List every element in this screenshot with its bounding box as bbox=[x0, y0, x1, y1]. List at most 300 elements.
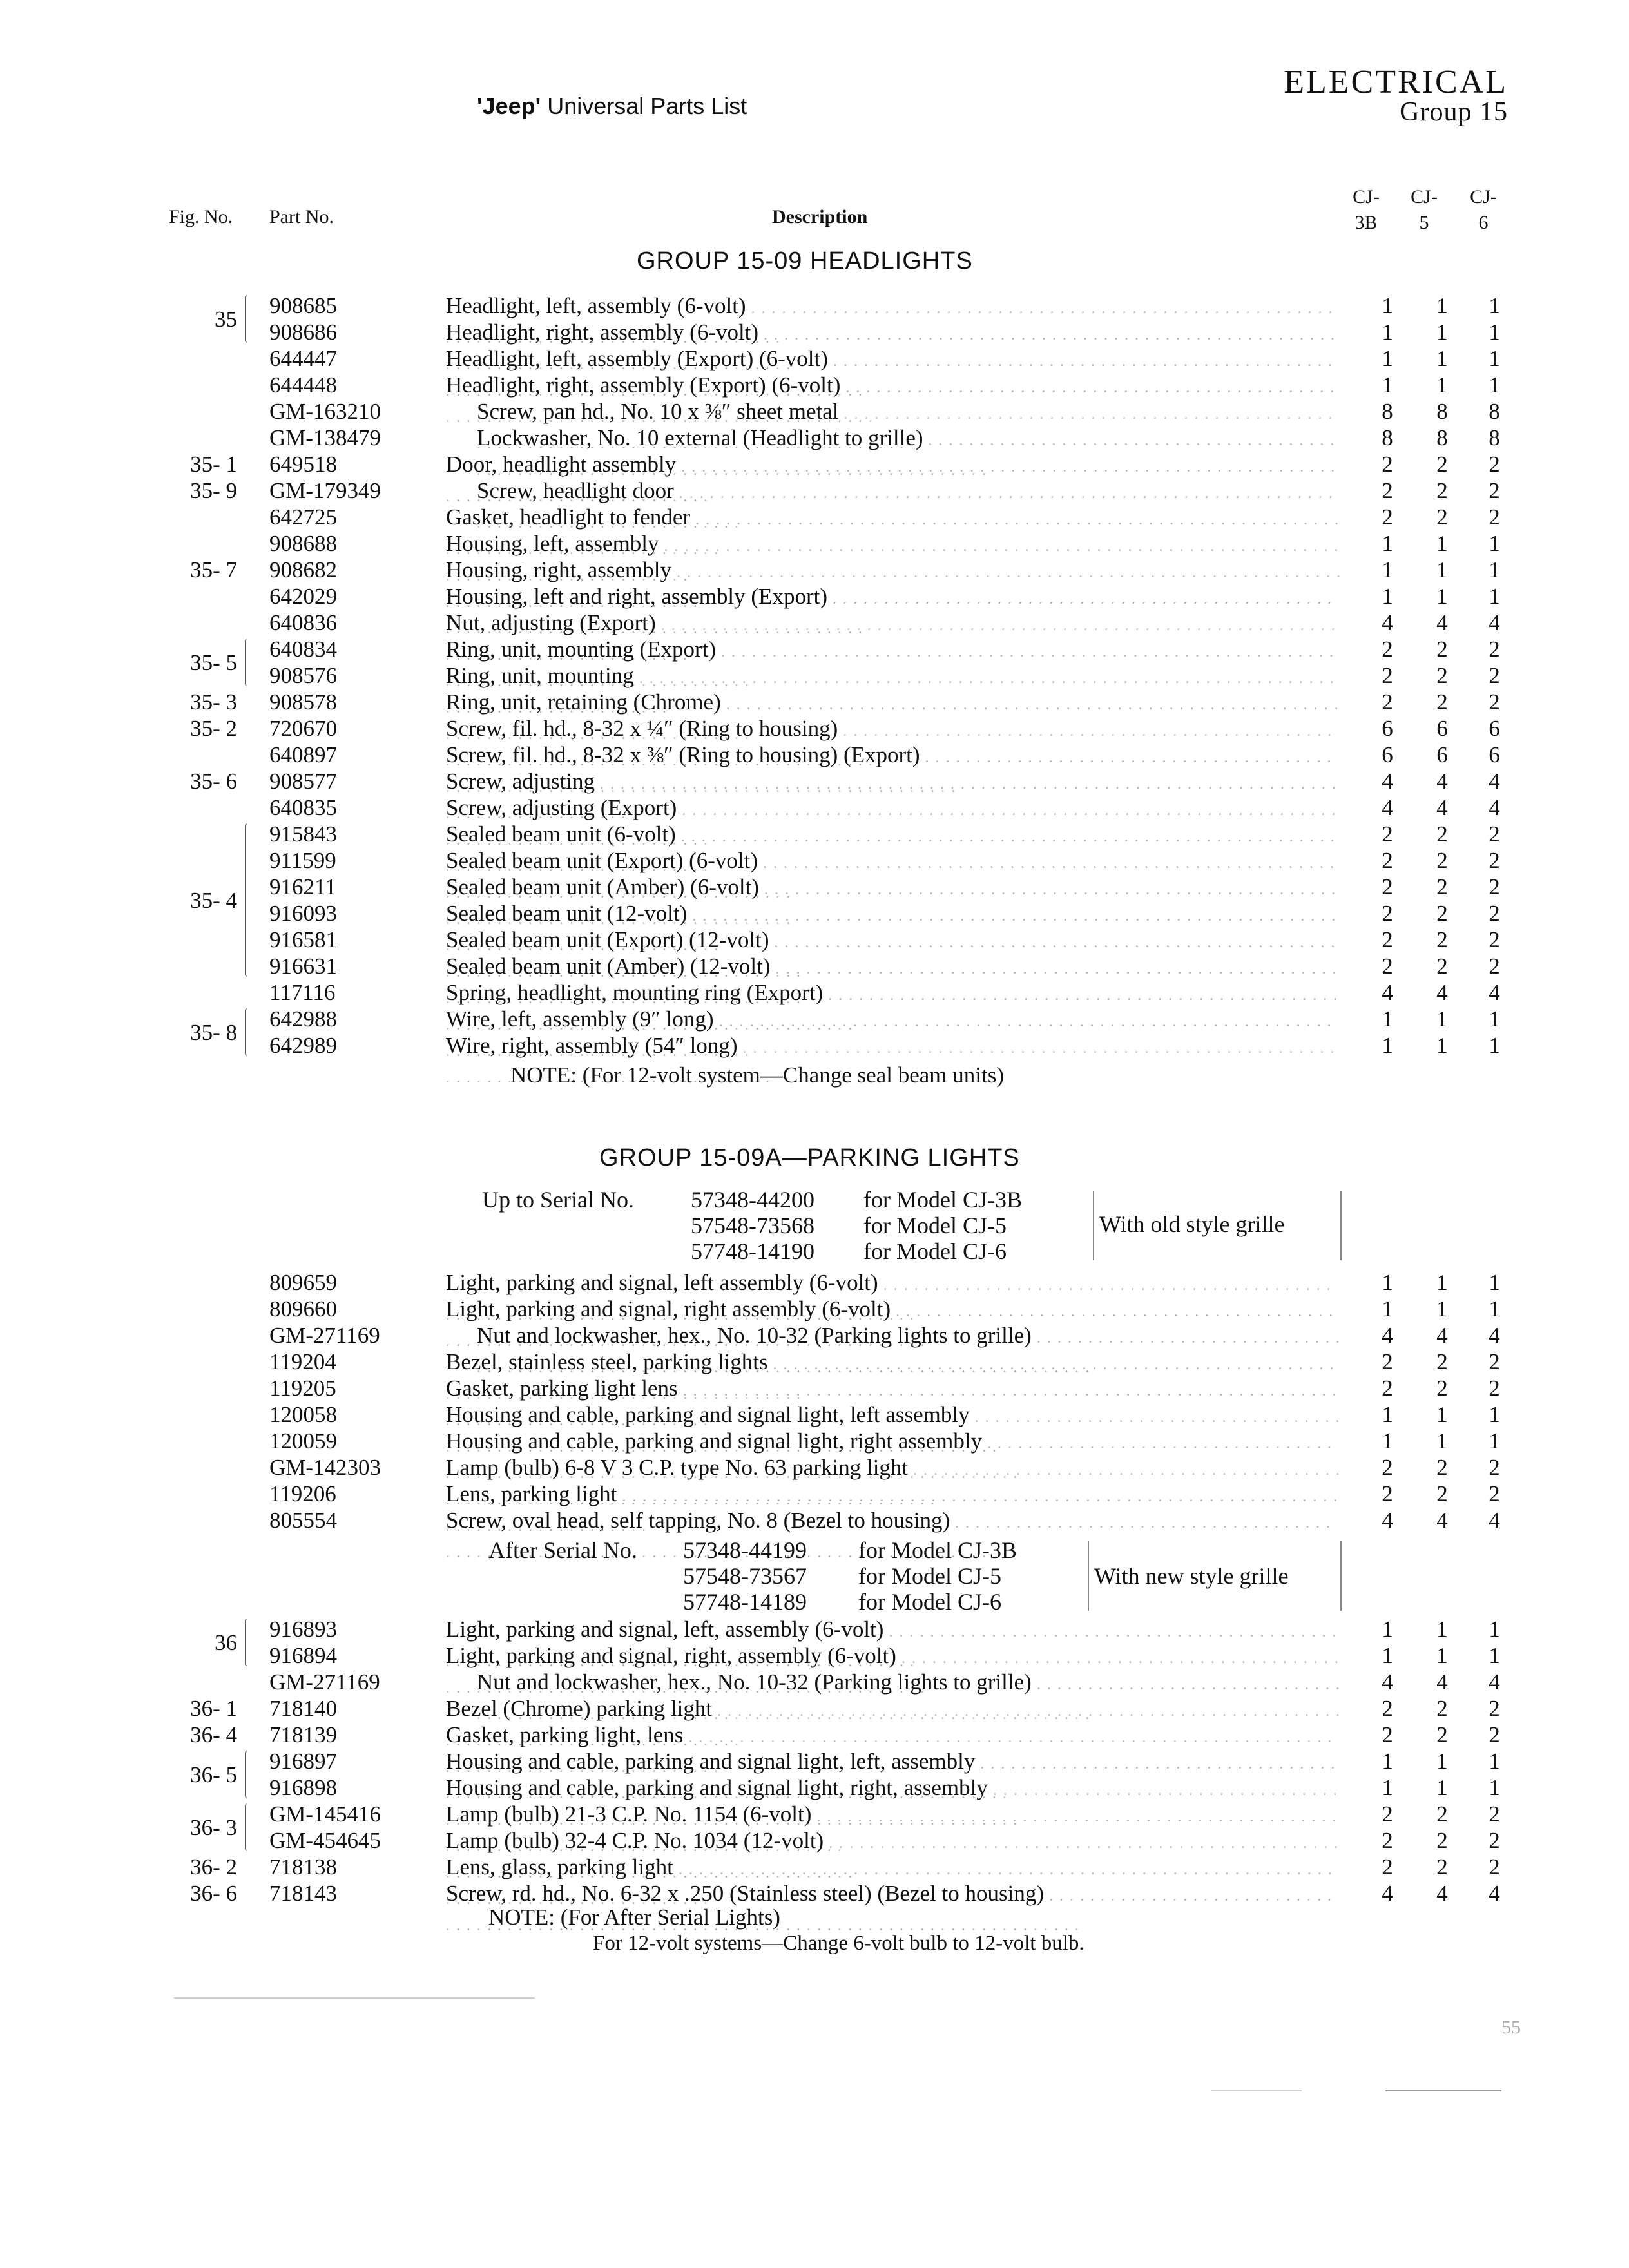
part-description: Lens, parking light . . . bbox=[446, 1481, 1342, 1540]
part-number: 720670 bbox=[269, 716, 337, 741]
quantity-cj6: 1 bbox=[1489, 1033, 1500, 1058]
part-number: 718138 bbox=[269, 1854, 337, 1879]
quantity-cj5: 1 bbox=[1436, 1775, 1448, 1800]
quantity-cj6: 2 bbox=[1489, 954, 1500, 979]
quantity-cj3b: 1 bbox=[1382, 1428, 1393, 1454]
part-number: 642029 bbox=[269, 584, 337, 609]
quantity-cj5: 2 bbox=[1436, 1455, 1448, 1480]
quantity-cj3b: 1 bbox=[1382, 1402, 1393, 1427]
part-number: GM-179349 bbox=[269, 478, 381, 503]
part-number: 640834 bbox=[269, 637, 337, 662]
quantity-cj3b: 1 bbox=[1382, 584, 1393, 609]
part-number: 916898 bbox=[269, 1775, 337, 1800]
part-number: 915843 bbox=[269, 822, 337, 847]
table-row bbox=[0, 1296, 1629, 1322]
column-header-model-cj3b: CJ- 3B bbox=[1353, 186, 1380, 233]
quantity-cj6: 2 bbox=[1489, 1722, 1500, 1747]
part-number: 809660 bbox=[269, 1296, 337, 1321]
part-description: Screw, fil. hd., 8-32 x ¼″ (Ring to housing) . . . bbox=[446, 715, 1342, 774]
quantity-cj5: 1 bbox=[1436, 1296, 1448, 1321]
part-number: GM-454645 bbox=[269, 1828, 381, 1853]
quantity-cj5: 4 bbox=[1436, 1323, 1448, 1348]
quantity-cj3b: 2 bbox=[1382, 505, 1393, 530]
part-description: Housing and cable, parking and signal light, left assembly . . . bbox=[446, 1401, 1342, 1461]
table-row bbox=[0, 477, 1629, 504]
quantity-cj6: 6 bbox=[1489, 742, 1500, 767]
fig-number: 36- 1 bbox=[190, 1696, 237, 1721]
part-description: Ring, unit, retaining (Chrome) . . . bbox=[446, 689, 1342, 748]
part-number: GM-271169 bbox=[269, 1669, 380, 1695]
part-description: Housing, left, assembly . . . bbox=[446, 530, 1342, 590]
headlights-note: NOTE: (For 12-volt system—Change seal beam units) bbox=[510, 1062, 1004, 1088]
table-row bbox=[0, 1880, 1629, 1907]
quantity-cj5: 2 bbox=[1436, 1854, 1448, 1879]
part-number: 908576 bbox=[269, 663, 337, 688]
quantity-cj5: 1 bbox=[1436, 531, 1448, 556]
part-description: Wire, left, assembly (9″ long) . . . bbox=[446, 1006, 1342, 1065]
part-description: Lens, glass, parking light . . . bbox=[446, 1854, 1342, 1913]
part-description: Door, headlight assembly . . . bbox=[446, 451, 1342, 510]
quantity-cj3b: 2 bbox=[1382, 663, 1393, 688]
quantity-cj5: 4 bbox=[1436, 795, 1448, 820]
quantity-cj5: 1 bbox=[1436, 1033, 1448, 1058]
quantity-cj6: 1 bbox=[1489, 346, 1500, 371]
quantity-cj5: 2 bbox=[1436, 874, 1448, 899]
quantity-cj5: 2 bbox=[1436, 1696, 1448, 1721]
quantity-cj3b: 4 bbox=[1382, 1669, 1393, 1695]
quantity-cj6: 1 bbox=[1489, 1775, 1500, 1800]
quantity-cj6: 2 bbox=[1489, 874, 1500, 899]
quantity-cj5: 1 bbox=[1436, 557, 1448, 582]
group-number: Group 15 bbox=[1400, 97, 1508, 127]
quantity-cj5: 2 bbox=[1436, 822, 1448, 847]
part-description: Light, parking and signal, right, assembly (6-volt) . . . bbox=[446, 1642, 1342, 1702]
quantity-cj5: 1 bbox=[1436, 372, 1448, 398]
section-title: ELECTRICAL bbox=[1284, 64, 1508, 101]
part-number: 640897 bbox=[269, 742, 337, 767]
quantity-cj5: 1 bbox=[1436, 293, 1448, 318]
table-row bbox=[0, 451, 1629, 477]
quantity-cj6: 1 bbox=[1489, 1749, 1500, 1774]
part-description: Lamp (bulb) 32-4 C.P. No. 1034 (12-volt) . . . bbox=[446, 1827, 1342, 1887]
table-row bbox=[0, 742, 1629, 768]
quantity-cj6: 4 bbox=[1489, 769, 1500, 794]
quantity-cj5: 2 bbox=[1436, 1376, 1448, 1401]
fig-number: 35- 9 bbox=[190, 478, 237, 503]
quantity-cj3b: 2 bbox=[1382, 1481, 1393, 1506]
part-number: 718143 bbox=[269, 1881, 337, 1906]
quantity-cj5: 4 bbox=[1436, 610, 1448, 635]
part-number: GM-271169 bbox=[269, 1323, 380, 1348]
serial-number: 57748-14189 bbox=[683, 1589, 807, 1615]
table-row bbox=[0, 1428, 1629, 1454]
part-number: 642989 bbox=[269, 1033, 337, 1058]
scan-smudge bbox=[1211, 2090, 1302, 2091]
quantity-cj3b: 1 bbox=[1382, 1006, 1393, 1032]
table-row bbox=[0, 345, 1629, 372]
part-number: 644447 bbox=[269, 346, 337, 371]
table-row bbox=[0, 1349, 1629, 1375]
quantity-cj3b: 1 bbox=[1382, 1643, 1393, 1668]
parking-note-detail: For 12-volt systems—Change 6-volt bulb to 12-volt bulb. bbox=[593, 1932, 1084, 1955]
quantity-cj6: 2 bbox=[1489, 1376, 1500, 1401]
part-description: Headlight, left, assembly (Export) (6-volt) . . . bbox=[446, 345, 1342, 405]
part-number: 916893 bbox=[269, 1617, 337, 1642]
quantity-cj6: 2 bbox=[1489, 822, 1500, 847]
group-parking-title: GROUP 15-09A—PARKING LIGHTS bbox=[599, 1144, 1020, 1171]
serial-number: 57548-73567 bbox=[683, 1563, 807, 1589]
quantity-cj6: 4 bbox=[1489, 1508, 1500, 1533]
part-number: GM-163210 bbox=[269, 399, 381, 424]
part-description: Screw, adjusting (Export) . . . bbox=[446, 794, 1342, 854]
fig-number-group: 36- 5 bbox=[190, 1762, 237, 1787]
part-description: Housing and cable, parking and signal light, right assembly . . . bbox=[446, 1428, 1342, 1487]
brace-line bbox=[245, 1803, 253, 1851]
part-number: 916211 bbox=[269, 874, 336, 899]
quantity-cj5: 1 bbox=[1436, 1006, 1448, 1032]
quantity-cj3b: 2 bbox=[1382, 1696, 1393, 1721]
quantity-cj3b: 1 bbox=[1382, 1749, 1393, 1774]
quantity-cj6: 4 bbox=[1489, 980, 1500, 1005]
part-description: Gasket, headlight to fender . . . bbox=[446, 504, 1342, 563]
part-description: Headlight, right, assembly (6-volt) . . . bbox=[446, 319, 1342, 378]
fig-number-group: 35- 5 bbox=[190, 650, 237, 675]
part-description: Housing and cable, parking and signal light, right, assembly . . . bbox=[446, 1774, 1342, 1834]
part-description: Housing, right, assembly . . . bbox=[446, 557, 1342, 616]
quantity-cj3b: 2 bbox=[1382, 954, 1393, 979]
quantity-cj5: 1 bbox=[1436, 1617, 1448, 1642]
part-description: Screw, oval head, self tapping, No. 8 (Bezel to housing) . . . bbox=[446, 1507, 1342, 1566]
part-description: Sealed beam unit (Export) (6-volt) . . . bbox=[446, 847, 1342, 907]
quantity-cj3b: 4 bbox=[1382, 769, 1393, 794]
quantity-cj3b: 2 bbox=[1382, 452, 1393, 477]
quantity-cj5: 2 bbox=[1436, 663, 1448, 688]
part-description: Bezel, stainless steel, parking lights . . . bbox=[446, 1349, 1342, 1408]
quantity-cj5: 2 bbox=[1436, 1349, 1448, 1374]
fig-number-group: 35 bbox=[215, 307, 237, 332]
quantity-cj6: 4 bbox=[1489, 1881, 1500, 1906]
quantity-cj5: 2 bbox=[1436, 689, 1448, 715]
quantity-cj3b: 2 bbox=[1382, 874, 1393, 899]
quantity-cj5: 4 bbox=[1436, 980, 1448, 1005]
quantity-cj5: 2 bbox=[1436, 927, 1448, 952]
quantity-cj6: 2 bbox=[1489, 689, 1500, 715]
part-number: 916093 bbox=[269, 901, 337, 926]
quantity-cj5: 1 bbox=[1436, 1402, 1448, 1427]
table-row bbox=[0, 1695, 1629, 1722]
quantity-cj5: 2 bbox=[1436, 1828, 1448, 1853]
part-number: 916897 bbox=[269, 1749, 337, 1774]
fig-number: 35- 7 bbox=[190, 557, 237, 582]
quantity-cj5: 2 bbox=[1436, 1481, 1448, 1506]
part-description: Nut and lockwasher, hex., No. 10-32 (Parking lights to grille) . . . bbox=[477, 1322, 1342, 1381]
quantity-cj5: 2 bbox=[1436, 954, 1448, 979]
quantity-cj6: 2 bbox=[1489, 663, 1500, 688]
part-number: 908578 bbox=[269, 689, 337, 715]
grille-style-note: With old style grille bbox=[1099, 1211, 1285, 1237]
part-number: 644448 bbox=[269, 372, 337, 398]
quantity-cj5: 1 bbox=[1436, 1749, 1448, 1774]
quantity-cj3b: 1 bbox=[1382, 1033, 1393, 1058]
part-number: GM-142303 bbox=[269, 1455, 381, 1480]
serial-prefix: Up to Serial No. bbox=[482, 1187, 634, 1213]
table-row bbox=[0, 610, 1629, 636]
fig-number-group: 36 bbox=[215, 1630, 237, 1655]
quantity-cj5: 1 bbox=[1436, 346, 1448, 371]
serial-number: 57748-14190 bbox=[691, 1238, 815, 1264]
part-description: Headlight, left, assembly (6-volt) . . . bbox=[446, 293, 1342, 352]
serial-model: for Model CJ-5 bbox=[863, 1213, 1007, 1238]
quantity-cj5: 4 bbox=[1436, 1508, 1448, 1533]
fig-number: 35- 2 bbox=[190, 716, 237, 741]
part-description: Sealed beam unit (Amber) (6-volt) . . . bbox=[446, 874, 1342, 933]
part-description: Ring, unit, mounting (Export) . . . bbox=[446, 636, 1342, 695]
quantity-cj3b: 2 bbox=[1382, 1455, 1393, 1480]
quantity-cj3b: 1 bbox=[1382, 320, 1393, 345]
quantity-cj3b: 1 bbox=[1382, 531, 1393, 556]
part-number: 908688 bbox=[269, 531, 337, 556]
part-number: 642988 bbox=[269, 1006, 337, 1032]
quantity-cj5: 4 bbox=[1436, 769, 1448, 794]
table-row bbox=[0, 583, 1629, 610]
part-number: 908682 bbox=[269, 557, 337, 582]
part-number: 908577 bbox=[269, 769, 337, 794]
serial-bracket bbox=[1093, 1191, 1342, 1260]
quantity-cj3b: 2 bbox=[1382, 1854, 1393, 1879]
quantity-cj5: 1 bbox=[1436, 320, 1448, 345]
quantity-cj3b: 8 bbox=[1382, 425, 1393, 450]
part-description: Screw, fil. hd., 8-32 x ⅜″ (Ring to housing) (Export) . . . bbox=[446, 742, 1342, 801]
quantity-cj6: 8 bbox=[1489, 425, 1500, 450]
part-number: 908686 bbox=[269, 320, 337, 345]
serial-model: for Model CJ-3B bbox=[863, 1187, 1022, 1213]
quantity-cj6: 8 bbox=[1489, 399, 1500, 424]
quantity-cj3b: 1 bbox=[1382, 1617, 1393, 1642]
serial-number: 57348-44200 bbox=[691, 1187, 815, 1213]
part-description: Sealed beam unit (6-volt) . . . bbox=[446, 821, 1342, 880]
part-number: 119206 bbox=[269, 1481, 336, 1506]
part-description: Spring, headlight, mounting ring (Export) . . . bbox=[446, 979, 1342, 1039]
fig-number: 35- 1 bbox=[190, 452, 237, 477]
quantity-cj3b: 1 bbox=[1382, 557, 1393, 582]
quantity-cj3b: 2 bbox=[1382, 822, 1393, 847]
part-description: Lamp (bulb) 6-8 V 3 C.P. type No. 63 parking light . . . bbox=[446, 1454, 1342, 1514]
table-row bbox=[0, 1722, 1629, 1748]
part-number: 117116 bbox=[269, 980, 336, 1005]
quantity-cj5: 2 bbox=[1436, 478, 1448, 503]
brace-line bbox=[245, 1751, 253, 1798]
fig-number: 36- 6 bbox=[190, 1881, 237, 1906]
quantity-cj6: 1 bbox=[1489, 531, 1500, 556]
quantity-cj6: 2 bbox=[1489, 1349, 1500, 1374]
quantity-cj6: 2 bbox=[1489, 637, 1500, 662]
quantity-cj5: 2 bbox=[1436, 452, 1448, 477]
parking-note: NOTE: (For After Serial Lights) bbox=[488, 1905, 780, 1930]
scan-smudge bbox=[174, 1997, 535, 1999]
brace-line bbox=[245, 295, 253, 343]
quantity-cj3b: 2 bbox=[1382, 901, 1393, 926]
quantity-cj6: 4 bbox=[1489, 610, 1500, 635]
table-row bbox=[0, 425, 1629, 451]
part-description: Nut and lockwasher, hex., No. 10-32 (Parking lights to grille) . . . bbox=[477, 1669, 1342, 1728]
quantity-cj6: 1 bbox=[1489, 1006, 1500, 1032]
part-description: Headlight, right, assembly (Export) (6-volt) . . . bbox=[446, 372, 1342, 431]
quantity-cj5: 2 bbox=[1436, 1722, 1448, 1747]
table-row bbox=[0, 530, 1629, 557]
part-number: 916581 bbox=[269, 927, 337, 952]
quantity-cj6: 4 bbox=[1489, 1669, 1500, 1695]
part-number: 640836 bbox=[269, 610, 337, 635]
quantity-cj3b: 6 bbox=[1382, 742, 1393, 767]
quantity-cj3b: 2 bbox=[1382, 1349, 1393, 1374]
table-row bbox=[0, 979, 1629, 1006]
part-number: 908685 bbox=[269, 293, 337, 318]
part-description: Housing and cable, parking and signal light, left, assembly . . . bbox=[446, 1748, 1342, 1807]
part-description: Wire, right, assembly (54″ long) . . . bbox=[446, 1032, 1342, 1091]
fig-number: 35- 3 bbox=[190, 689, 237, 715]
part-number: 809659 bbox=[269, 1270, 337, 1295]
part-description: Light, parking and signal, left assembly (6-volt) . . . bbox=[446, 1269, 1342, 1329]
brace-line bbox=[245, 1619, 253, 1666]
part-description: Housing, left and right, assembly (Export) . . . bbox=[446, 583, 1342, 642]
part-number: 120059 bbox=[269, 1428, 337, 1454]
quantity-cj6: 1 bbox=[1489, 1617, 1500, 1642]
quantity-cj5: 2 bbox=[1436, 637, 1448, 662]
quantity-cj3b: 2 bbox=[1382, 1376, 1393, 1401]
part-number: 119204 bbox=[269, 1349, 336, 1374]
quantity-cj6: 4 bbox=[1489, 1323, 1500, 1348]
quantity-cj5: 8 bbox=[1436, 399, 1448, 424]
quantity-cj5: 4 bbox=[1436, 1669, 1448, 1695]
quantity-cj3b: 2 bbox=[1382, 848, 1393, 873]
quantity-cj6: 1 bbox=[1489, 584, 1500, 609]
table-row bbox=[0, 689, 1629, 715]
part-description: Ring, unit, mounting . . . bbox=[446, 662, 1342, 722]
column-header-part: Part No. bbox=[269, 206, 334, 227]
quantity-cj5: 2 bbox=[1436, 848, 1448, 873]
document-title: 'Jeep' Universal Parts List bbox=[477, 93, 747, 119]
part-description: Sealed beam unit (12-volt) . . . bbox=[446, 900, 1342, 959]
part-number: 916631 bbox=[269, 954, 337, 979]
quantity-cj6: 2 bbox=[1489, 452, 1500, 477]
quantity-cj3b: 2 bbox=[1382, 637, 1393, 662]
quantity-cj3b: 8 bbox=[1382, 399, 1393, 424]
scan-smudge bbox=[1385, 2090, 1501, 2091]
part-number: 642725 bbox=[269, 505, 337, 530]
part-description: Light, parking and signal, left, assembly (6-volt) . . . bbox=[446, 1616, 1342, 1675]
part-number: 649518 bbox=[269, 452, 337, 477]
part-number: GM-145416 bbox=[269, 1802, 381, 1827]
quantity-cj6: 2 bbox=[1489, 1802, 1500, 1827]
part-number: 119205 bbox=[269, 1376, 336, 1401]
quantity-cj3b: 4 bbox=[1382, 1881, 1393, 1906]
quantity-cj3b: 1 bbox=[1382, 1775, 1393, 1800]
part-number: 640835 bbox=[269, 795, 337, 820]
quantity-cj5: 1 bbox=[1436, 1428, 1448, 1454]
quantity-cj6: 2 bbox=[1489, 1455, 1500, 1480]
part-number: 718140 bbox=[269, 1696, 337, 1721]
quantity-cj3b: 2 bbox=[1382, 1802, 1393, 1827]
column-header-model-cj6: CJ- 6 bbox=[1470, 186, 1497, 233]
table-row bbox=[0, 768, 1629, 794]
part-description: Sealed beam unit (Amber) (12-volt) . . . bbox=[446, 953, 1342, 1012]
part-description: Gasket, parking light, lens . . . bbox=[446, 1722, 1342, 1781]
quantity-cj3b: 4 bbox=[1382, 1508, 1393, 1533]
quantity-cj6: 1 bbox=[1489, 1270, 1500, 1295]
quantity-cj6: 2 bbox=[1489, 901, 1500, 926]
quantity-cj5: 4 bbox=[1436, 1881, 1448, 1906]
fig-number: 36- 2 bbox=[190, 1854, 237, 1879]
quantity-cj6: 2 bbox=[1489, 927, 1500, 952]
table-row bbox=[0, 504, 1629, 530]
quantity-cj3b: 2 bbox=[1382, 927, 1393, 952]
quantity-cj5: 1 bbox=[1436, 584, 1448, 609]
part-number: 911599 bbox=[269, 848, 336, 873]
part-description: Screw, pan hd., No. 10 x ⅜″ sheet metal . . . bbox=[477, 398, 1342, 457]
quantity-cj3b: 4 bbox=[1382, 1323, 1393, 1348]
quantity-cj5: 2 bbox=[1436, 505, 1448, 530]
quantity-cj3b: 2 bbox=[1382, 1828, 1393, 1853]
part-description: Sealed beam unit (Export) (12-volt) . . . bbox=[446, 927, 1342, 986]
part-description: Lockwasher, No. 10 external (Headlight to grille) . . . bbox=[477, 425, 1342, 484]
quantity-cj3b: 1 bbox=[1382, 346, 1393, 371]
fig-number-group: 36- 3 bbox=[190, 1815, 237, 1840]
quantity-cj6: 1 bbox=[1489, 320, 1500, 345]
quantity-cj5: 1 bbox=[1436, 1643, 1448, 1668]
column-header-model-cj5: CJ- 5 bbox=[1411, 186, 1438, 233]
column-header-description: Description bbox=[772, 206, 868, 227]
table-row bbox=[0, 1854, 1629, 1880]
quantity-cj6: 4 bbox=[1489, 795, 1500, 820]
quantity-cj6: 2 bbox=[1489, 1854, 1500, 1879]
part-number: 805554 bbox=[269, 1508, 337, 1533]
quantity-cj6: 1 bbox=[1489, 1643, 1500, 1668]
table-row bbox=[0, 1669, 1629, 1695]
quantity-cj6: 2 bbox=[1489, 1481, 1500, 1506]
serial-prefix: After Serial No. bbox=[488, 1537, 637, 1563]
part-description: Light, parking and signal, right assembly (6-volt) . . . bbox=[446, 1296, 1342, 1355]
serial-model: for Model CJ-3B bbox=[858, 1537, 1017, 1563]
part-description: Gasket, parking light lens . . . bbox=[446, 1375, 1342, 1434]
column-header-fig: Fig. No. bbox=[169, 206, 233, 227]
quantity-cj5: 1 bbox=[1436, 1270, 1448, 1295]
part-number: GM-138479 bbox=[269, 425, 381, 450]
quantity-cj3b: 1 bbox=[1382, 293, 1393, 318]
brace-line bbox=[245, 639, 253, 686]
quantity-cj3b: 1 bbox=[1382, 372, 1393, 398]
table-row bbox=[0, 1269, 1629, 1296]
quantity-cj6: 2 bbox=[1489, 478, 1500, 503]
table-row bbox=[0, 1375, 1629, 1401]
part-number: 916894 bbox=[269, 1643, 337, 1668]
quantity-cj6: 2 bbox=[1489, 505, 1500, 530]
fig-number-group: 35- 8 bbox=[190, 1020, 237, 1045]
fig-number: 36- 4 bbox=[190, 1722, 237, 1747]
page-number: 55 bbox=[1501, 2017, 1521, 2038]
part-description: Screw, headlight door . . . bbox=[477, 477, 1342, 537]
brace-line bbox=[245, 1008, 253, 1056]
table-row bbox=[0, 372, 1629, 398]
serial-model: for Model CJ-6 bbox=[863, 1238, 1007, 1264]
table-row bbox=[0, 794, 1629, 821]
serial-bracket bbox=[1088, 1541, 1342, 1611]
part-description: Screw, rd. hd., No. 6-32 x .250 (Stainless steel) (Bezel to housing) . . . bbox=[446, 1880, 1342, 1939]
quantity-cj3b: 1 bbox=[1382, 1270, 1393, 1295]
table-row bbox=[0, 715, 1629, 742]
quantity-cj6: 2 bbox=[1489, 1828, 1500, 1853]
quantity-cj5: 6 bbox=[1436, 716, 1448, 741]
quantity-cj6: 1 bbox=[1489, 293, 1500, 318]
